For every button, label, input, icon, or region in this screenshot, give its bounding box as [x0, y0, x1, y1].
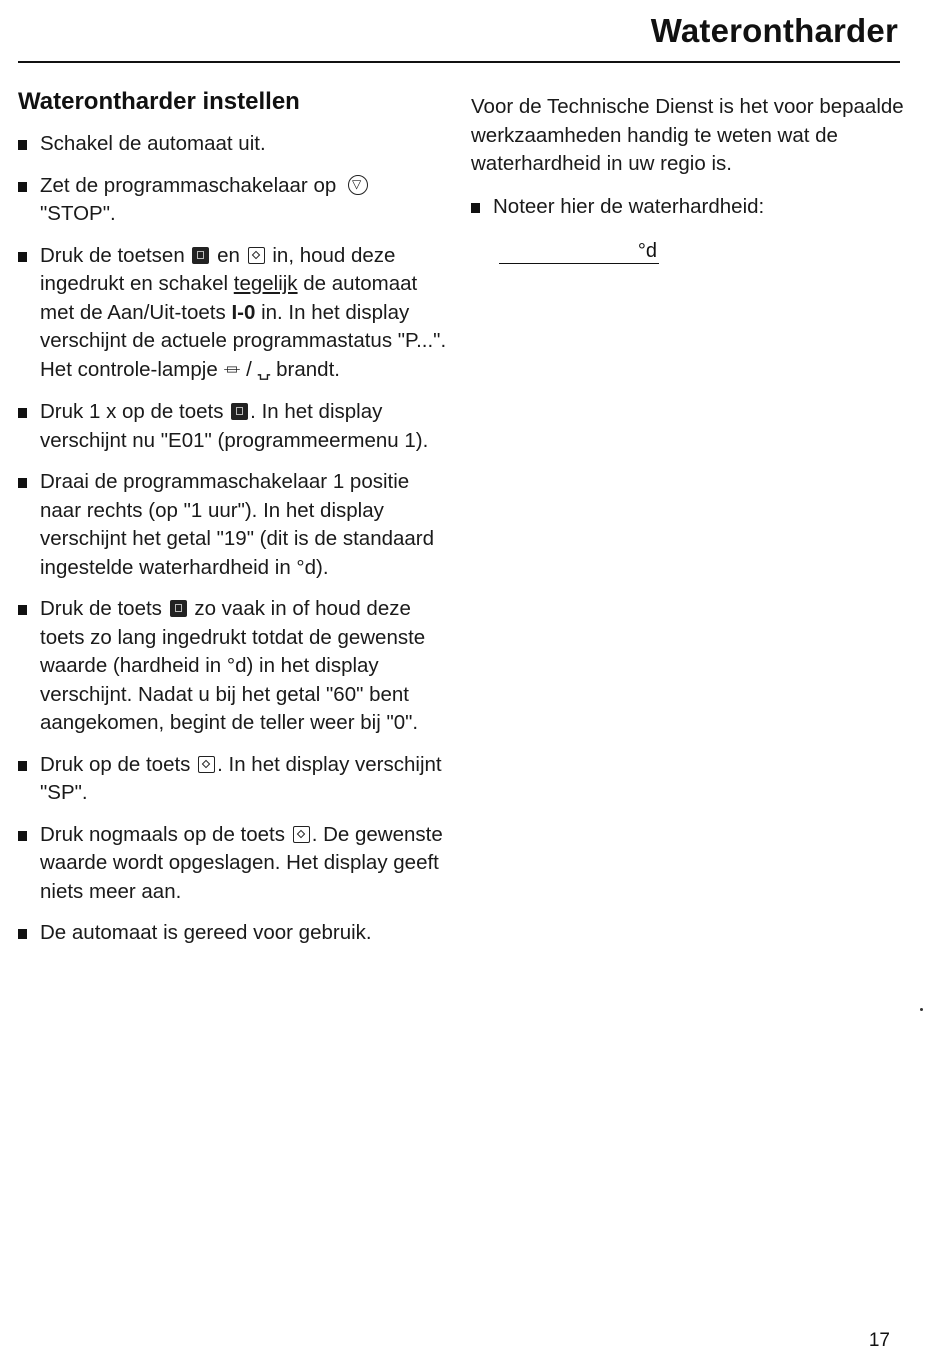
step-text: . In het display verschijnt "SP".: [40, 752, 442, 804]
step-text: Druk 1 x op de toets: [40, 400, 224, 423]
step-2: [18, 172, 448, 229]
step-7: [18, 751, 448, 808]
program-key-icon: [192, 247, 209, 264]
step-text: Zet de programmaschakelaar op: [40, 173, 337, 197]
step-text: . De gewenste waarde wordt opgeslagen. Het display geeft niets meer aan.: [40, 822, 443, 903]
step-text: in, houd deze ingedrukt en schakel: [40, 243, 396, 295]
left-column: [18, 88, 448, 961]
bullet-icon: [18, 478, 27, 488]
step-9: [18, 919, 448, 948]
bullet-icon: [18, 761, 27, 771]
start-key-icon: [198, 756, 215, 773]
bullet-icon: [18, 929, 27, 939]
step-text: . In het display verschijnt nu "E01" (programmeermenu 1).: [40, 400, 429, 452]
step-text: de automaat met de Aan/Uit-toets: [40, 272, 418, 324]
unit-label: °d: [637, 240, 657, 262]
step-3: [18, 242, 448, 386]
step-text: Druk de toetsen: [40, 243, 185, 267]
step-text: Druk op de toets: [40, 752, 191, 776]
step-text: brandt.: [276, 357, 340, 381]
step-1: [18, 130, 448, 159]
page-header-title: Waterontharder: [650, 12, 898, 49]
step-text: Schakel de automaat uit.: [40, 132, 266, 155]
step-6: [18, 595, 448, 738]
stop-symbol-icon: [348, 175, 368, 195]
intro-paragraph: Voor de Technische Dienst is het voor bepaalde werkzaamheden handig te weten wat de waterhardheid in uw regio is.: [471, 95, 904, 175]
scan-dot: [920, 1008, 923, 1011]
step-4: [18, 398, 448, 455]
step-text: Draai de programmaschakelaar 1 positie naar rechts (op "1 uur"). In het display verschijnt het getal "19" (dit is de standaard ingestelde waterhardheid in °d).: [40, 470, 435, 579]
bullet-icon: [18, 140, 27, 150]
power-key-label: I-0: [231, 300, 256, 324]
step-text: "STOP".: [40, 202, 116, 225]
bullet-icon: [18, 252, 27, 262]
salt-lamp-icon: ⍽: [257, 360, 271, 380]
step-text: De automaat is gereed voor gebruik.: [40, 921, 372, 944]
start-key-icon: [248, 247, 265, 264]
step-text: zo vaak in of houd deze toets zo lang ingedrukt totdat de gewenste waarde (hardheid in °d) in het display verschijnt. Nadat u bij het getal "60" bent aangekomen, begint de teller weer bij "0".: [40, 597, 426, 734]
section-title: Waterontharder instellen: [18, 88, 300, 115]
bullet-icon: [18, 408, 27, 418]
note-item: [471, 193, 911, 222]
step-text: en: [217, 243, 240, 267]
program-key-icon: [170, 600, 187, 617]
bullet-icon: [18, 831, 27, 841]
note-label: Noteer hier de waterhardheid:: [493, 194, 765, 218]
right-column: [471, 93, 911, 264]
bullet-icon: [18, 182, 27, 192]
start-key-icon: [293, 826, 310, 843]
step-text: in. In het display verschijnt de actuele programmastatus "P...". Het controle-lampje: [40, 300, 447, 381]
step-8: [18, 821, 448, 907]
step-text: Druk nogmaals op de toets: [40, 822, 285, 846]
bullet-icon: [471, 203, 480, 213]
steps-list: [18, 130, 448, 948]
step-text: /: [246, 357, 252, 381]
bullet-icon: [18, 605, 27, 615]
note-list: [471, 193, 911, 222]
step-text: Druk de toets: [40, 597, 162, 620]
step-text-underlined: tegelijk: [233, 272, 298, 295]
water-hardness-field[interactable]: [499, 239, 659, 264]
program-key-icon: [231, 403, 248, 420]
page-number: 17: [868, 1330, 890, 1351]
step-5: [18, 468, 448, 582]
header-rule: [18, 61, 900, 63]
softener-lamp-icon: ⏛: [223, 360, 241, 380]
